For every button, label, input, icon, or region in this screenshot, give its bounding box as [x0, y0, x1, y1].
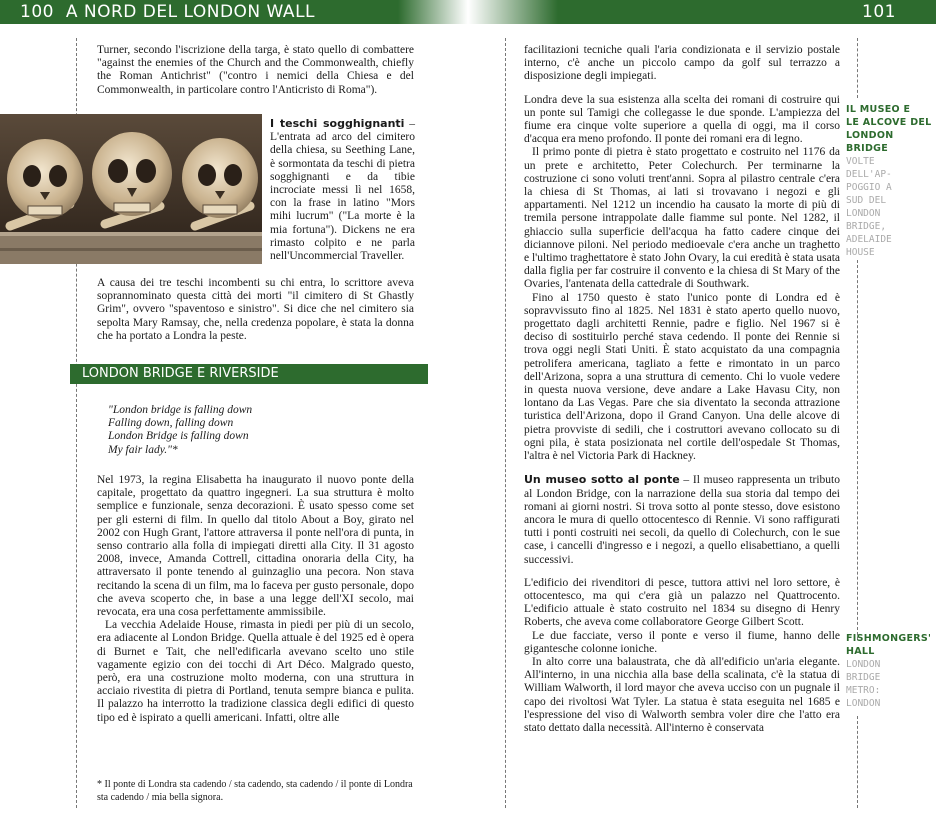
left-page-number: 100 [20, 2, 54, 22]
right-page-header [468, 0, 936, 24]
margin-note-museum: IL MUSEO E LE ALCOVE DEL LONDON BRIDGE VOLTE DELL'AP- POGGIO A SUD DEL LONDON BRIDGE, ADELAIDE HOUSE [846, 104, 932, 258]
skulls-aside-title: I teschi sogghignanti [270, 117, 405, 130]
section-header-london-bridge: LONDON BRIDGE E RIVERSIDE [70, 364, 428, 384]
margin-rule-top [857, 38, 858, 98]
right-main-text: facilitazioni tecniche quali l'aria condizionata e il servizio postale interno, c'è anche un piccolo campo da golf sul terrazzo a disposizione degli impiegati. Londra deve la sua esistenza alla scelta dei romani di costruire qui un ponte sul Tamigi che collegasse le due sponde. L'ampiezza del fiume era cinque volte superiore a quella di oggi, ma il corso d'acqua era meno profondo. Il ponte dei romani era di legno. Il primo ponte di pietra è stato progettato e costruito nel 1176 da un prete e architetto, Peter Colechurch. Per terminarne la costruzione ci sono voluti trent'anni. Sopra al pilastro centrale c'era la chiesa di St Thomas, ai lati si trovavano i negozi e gli appartamenti. Nel 1212 un incendio ha causato la morte di più di tremila persone intrappolate dalle fiamme sul ponte. Nel 1282, il ghiaccio sulla superficie dell'acqua ha fatto cadere cinque dei diciannove piloni. Nel periodo medioevale c'era anche un traghetto e l'ultimo traghettatore è stato John Ovary, la cui eredità è stata usata dalla figlia per far costruire il convento e la chiesa di St Mary of the Ovaries, l'antenata della cattedrale di Southwark. Fino al 1750 questo è stato l'unico ponte di Londra ed è sopravvissuto fino al 1825. Nel 1831 è stato aperto quello nuovo, progettato dagli architetti Rennie, padre e figlio. Nel 1967 si è deciso di sostituirlo perché stava cedendo. Il ponte dei Rennie si trova oggi negli Stati Uniti. È stato acquistato da una compagnia petrolifera americana, tagliato a fette e rimontato in un parco dell'Arizona, sopra a una struttura di cemento. Chi lo vuole vedere in questa nuova versione, deve andare a Lake Havasu City, non lontano da Las Vegas. Pare che sia diventato la seconda attrazione turistica dell'Arizona, dopo il Grand Canyon. Una delle alcove di pietra provviste di sedili, che i costruttori avevano collocato su di ogni pila, è stata posizionata nel cortile dell'ospedale St Thomas, l'altra è nel Victoria Park di Hackney. Un museo sotto al ponte – Il museo rappresenta un tributo al London Bridge, con la narrazione della sua storia dal tempo dei romani ai giorni nostri. Si trova sotto al ponte stesso, dove esistono ancora le mura di quello ottocentesco di Rennie. Vi sono raffigurati tutti i ponti costruiti nei secoli, da quello di Colechurch, con le sue case, i cancelli d'ingresso e i negozi, a quello elisabettiano, a quelli successivi. L'edificio dei rivenditori di pesce, tuttora attivi nel loro settore, è ottocentesco, ma qui c'era già un palazzo nel Quattrocento. L'edificio attuale è stato costruito nel 1834 su disegno di Henry Roberts, che aveva come collaboratore George Gilbert Scott. Le due facciate, verso il ponte e verso il fiume, hanno delle gigantesche colonne ioniche. In alto corre una balaustrata, che dà all'edificio un'aria elegante. All'interno, in una nicchia alla base della scalinata, c'è la statua di William Walworth, il lord mayor che aveva ucciso con un pugnale il capo dei rivoltosi Wat Tyler. La statua è stata eseguita nel 1685 e l'espressione del viso di Walworth sembra voler dire che l'atto era stato dettato dalla necessità. All'interno è conservata [524, 44, 840, 734]
left-main-text: Nel 1973, la regina Elisabetta ha inaugurato il nuovo ponte della capitale, progettato da quattro ingegneri. La sua struttura è molto semplice e funzionale, senza decorazioni. È usato spesso come set per gli esterni di film. In quello dal titolo About a Boy, girato nel 2002 con Hugh Grant, l'attore attraversa il ponte nell'ora di punta, in senso contrario alla folla di impiegati diretti alla City. Il 31 agosto 2008, invece, Amanda Cottrell, cittadina onoraria della City, ha attraversato il ponte tenendo al guinzaglio una pecora. Non stava recitando la scena di un film, ma lo faceva per gusto personale, dopo che aveva scoperto che, in base a una legge dell'XI secolo, mai revocata, era una cosa perfettamente ammissibile. La vecchia Adelaide House, rimasta in piedi per più di un secolo, era adiacente al London Bridge. Quella attuale è del 1925 ed è opera di Burnet e Tait, che nell'edificarla avevano scelto uno stile vagamente egizio con dei tocchi di Art Déco. Malgrado questo, però, era una costruzione molto moderna, con una struttura in acciaio rivestita di pietra di Portland, tenuta sempre bianca e pulita. Il palazzo ha interrotto la tradizione classica degli edifici di questo tipo ed è ispirato a quelli americani. Infatti, oltre alle [97, 474, 414, 724]
left-intro-paragraph: Turner, secondo l'iscrizione della targa, è stato quello di combattere "against the enemies of the Church and the Commonwealth, chiefly the Roman Antichrist" ("contro i nemici della Chiesa e del Commonwealth, in particolare contro l'Anticristo di Roma"). [97, 44, 414, 96]
margin-note-fishmongers: FISHMONGERS' HALL LONDON BRIDGE METRO: LONDON [846, 633, 932, 709]
right-page-number: 101 [862, 2, 896, 22]
left-page-title: A NORD DEL LONDON WALL [65, 2, 316, 22]
margin-rule-mid [857, 260, 858, 640]
skulls-aside: I teschi sogghignanti – L'entrata ad arco del cimitero della chiesa, su Seething Lane, è sormontata da teschi di pietra sogghignanti e da tibie incrociate messi lì nel 1658, con la frase in latino "Mors mihi lucrum" ("La morte è la mia fortuna"). Dickens ne era rimasto colpito e ne parla nell'Uncommercial Traveller. [270, 117, 415, 263]
skull-left [7, 139, 83, 219]
museum-subtitle: Un museo sotto al ponte [524, 473, 680, 487]
nursery-rhyme-verse: "London bridge is falling down Falling down, falling down London Bridge is falling down My fair lady."* [108, 404, 253, 456]
margin-rule-bottom [857, 716, 858, 808]
left-page-header [0, 0, 468, 24]
footnote: * Il ponte di Londra sta cadendo / sta cadendo, sta cadendo / il ponte di Londra sta cadendo / mia bella signora. [97, 779, 413, 803]
left-after-skull-paragraph: A causa dei tre teschi incombenti su chi entra, lo scrittore aveva soprannominato questa città dei morti "il cimitero di St Ghastly Grim", ovvero "spaventoso e sinistro". Si dice che nel cimitero sia sepolta Mary Ramsay, che, nella credenza popolare, è stata la donna che ha portato a Londra la peste. [97, 277, 414, 342]
skulls-photo [0, 114, 262, 264]
skull-right [182, 138, 258, 218]
skull-middle [92, 132, 172, 216]
right-inner-rule [505, 38, 506, 808]
